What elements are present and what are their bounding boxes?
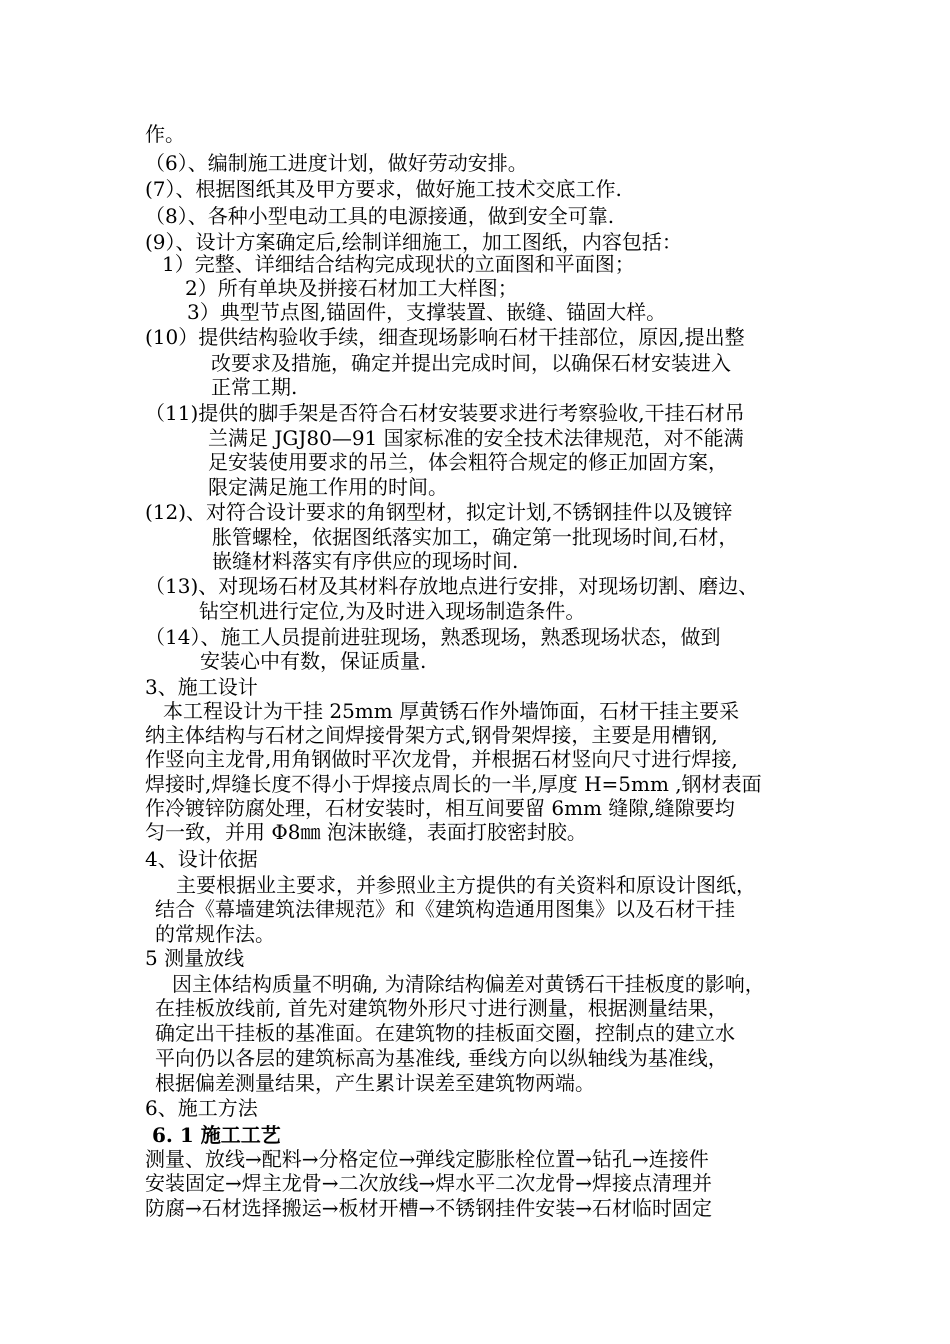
section-heading: 5 测量放线 (145, 946, 245, 970)
section-heading: 6、施工方法 (145, 1096, 258, 1120)
text-line: （11)提供的脚手架是否符合石材安装要求进行考察验收,干挂石材吊 (145, 401, 745, 425)
text-line: 作。 (145, 122, 185, 146)
text-line: （6）、编制施工进度计划，做好劳动安排。 (145, 151, 528, 175)
text-line: （8）、各种小型电动工具的电源接通，做到安全可靠. (145, 204, 615, 228)
text-line: 作冷镀锌防腐处理，石材安装时，相互间要留 6mm 缝隙,缝隙要均 (145, 796, 735, 820)
section-heading: 4、设计依据 (145, 847, 258, 871)
text-line: （14）、施工人员提前进驻现场，熟悉现场，熟悉现场状态，做到 (145, 625, 721, 649)
text-line: (7）、根据图纸其及甲方要求，做好施工技术交底工作. (145, 177, 622, 201)
text-line: 本工程设计为干挂 25mm 厚黄锈石作外墙饰面，石材干挂主要采 (163, 699, 740, 723)
text-line: 1）完整、详细结合结构完成现状的立面图和平面图； (162, 252, 635, 276)
text-line: 根据偏差测量结果，产生累计误差至建筑物两端。 (155, 1071, 595, 1095)
text-line: 确定出干挂板的基准面。在建筑物的挂板面交圈，控制点的建立水 (155, 1021, 735, 1045)
text-line: 2）所有单块及拼接石材加工大样图； (185, 276, 518, 300)
text-line: 结合《幕墙建筑法律规范》和《建筑构造通用图集》以及石材干挂 (155, 897, 735, 921)
text-line: 兰满足 JGJ80—91 国家标准的安全技术法律规范，对不能满 (208, 426, 744, 450)
text-line: 胀管螺栓，依据图纸落实加工，确定第一批现场时间,石材， (212, 525, 739, 549)
text-line: 安装固定→焊主龙骨→二次放线→焊水平二次龙骨→焊接点清理并 (145, 1171, 713, 1195)
text-line: 作竖向主龙骨,用角钢做时平次龙骨，并根据石材竖向尺寸进行焊接, (145, 747, 738, 771)
text-line: 安装心中有数，保证质量. (200, 649, 427, 673)
text-line: 在挂板放线前, 首先对建筑物外形尺寸进行测量，根据测量结果， (155, 996, 728, 1020)
text-line: 正常工期. (211, 375, 298, 399)
text-line: 因主体结构质量不明确, 为清除结构偏差对黄锈石干挂板度的影响， (172, 972, 765, 996)
text-line: (12)、对符合设计要求的角钢型材，拟定计划,不锈钢挂件以及镀锌 (145, 500, 733, 524)
text-line: 匀一致，并用 Φ8㎜ 泡沫嵌缝，表面打胶密封胶。 (145, 820, 587, 844)
text-line: 主要根据业主要求，并参照业主方提供的有关资料和原设计图纸， (176, 873, 756, 897)
section-heading: 3、施工设计 (145, 675, 258, 699)
text-line: 3）典型节点图,锚固件，支撑装置、嵌缝、锚固大样。 (187, 300, 667, 324)
text-line: 改要求及措施，确定并提出完成时间，以确保石材安装进入 (211, 351, 731, 375)
text-line: 足安装使用要求的吊兰，体会粗符合规定的修正加固方案， (208, 450, 728, 474)
text-line: (10）提供结构验收手续，细查现场影响石材干挂部位，原因,提出整 (145, 325, 745, 349)
text-line: 防腐→石材选择搬运→板材开槽→不锈钢挂件安装→石材临时固定 (145, 1196, 713, 1220)
text-line: 平向仍以各层的建筑标高为基准线, 垂线方向以纵轴线为基准线， (155, 1046, 728, 1070)
text-line: 的常规作法。 (155, 922, 275, 946)
text-line: （13)、对现场石材及其材料存放地点进行安排，对现场切割、磨边、 (145, 574, 759, 598)
text-line: 纳主体结构与石材之间焊接骨架方式,钢骨架焊接，主要是用槽钢, (145, 723, 718, 747)
text-line: 焊接时,焊缝长度不得小于焊接点周长的一半,厚度 H=5mm ,钢材表面 (145, 772, 762, 796)
text-line: (9）、设计方案确定后,绘制详细施工，加工图纸，内容包括： (145, 230, 682, 254)
text-line: 钻空机进行定位,为及时进入现场制造条件。 (199, 599, 586, 623)
text-line: 测量、放线→配料→分格定位→弹线定膨胀栓位置→钻孔→连接件 (145, 1147, 709, 1171)
subsection-heading: 6. 1 施工工艺 (152, 1123, 281, 1147)
text-line: 嵌缝材料落实有序供应的现场时间. (212, 549, 519, 573)
text-line: 限定满足施工作用的时间。 (208, 475, 448, 499)
